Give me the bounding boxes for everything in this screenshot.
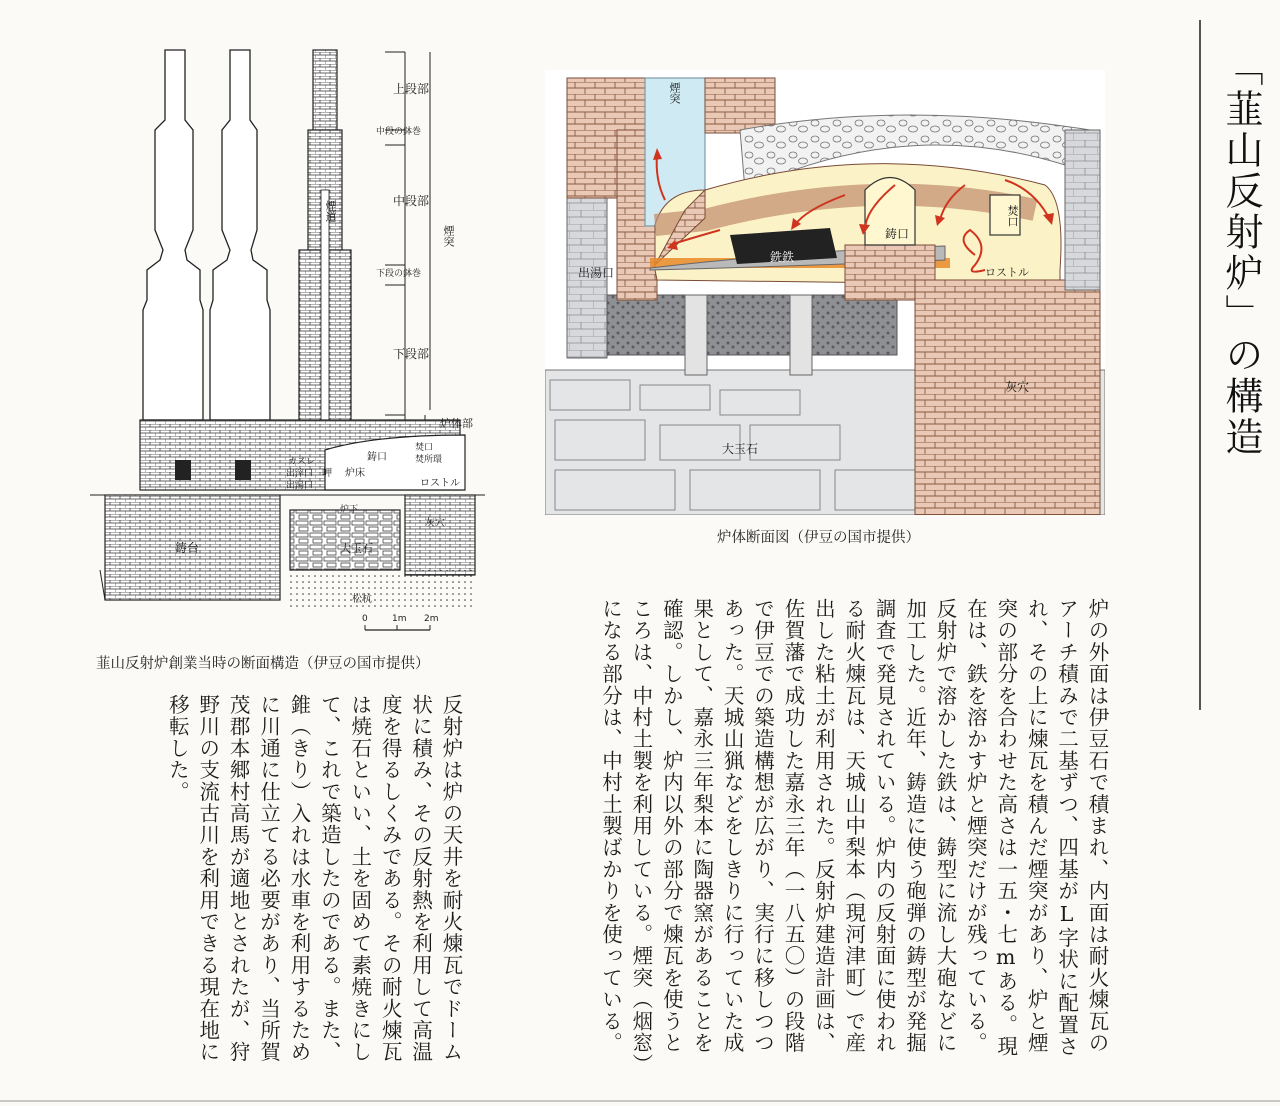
- right-label-ash-pit: 灰穴: [1005, 380, 1030, 394]
- title-divider: [1199, 20, 1201, 710]
- label-underfloor: 炉下: [340, 505, 359, 515]
- label-cast-port: 鋳口: [367, 452, 387, 463]
- right-label-cast-port: 鋳口: [885, 227, 910, 241]
- left-figure-caption: 韮山反射炉創業当時の断面構造（伊豆の国市提供）: [96, 656, 430, 672]
- scale-1m: 1m: [392, 614, 407, 624]
- label-upper: 上段部: [393, 82, 430, 96]
- right-label-rostle: ロストル: [985, 266, 1029, 279]
- label-cape: 岬: [322, 468, 332, 479]
- label-fire-port: 焚口: [415, 443, 434, 453]
- label-outlet: 出湯口: [286, 481, 314, 491]
- right-label-boulder: 大玉石: [722, 442, 759, 456]
- label-body: 炉体部: [440, 417, 473, 430]
- body-text-upper: 炉の外面は伊豆石で積まれ、内面は耐火煉瓦のアーチ積みで二基ずつ、四基がL字状に配置され、その上に煉瓦を積んだ煙突があり、炉と煙突の部分を合わせた高さは一五・七mある。現在は、鉄を溶かす炉と煙突だけが残っている。反射炉で溶かした鉄は、鋳型に流し大砲などに加工した。近年、鋳造に使う砲弾の鋳型が発掘調査で発見されている。炉内の反射面に使われる耐火煉瓦は、天城山中梨本（現河津町）で産出した粘土が利用された。反射炉建造計画は、佐賀藩で成功した嘉永三年（一八五〇）の段階で伊豆での築造構想が広がり、実行に移しつつあった。天城山猟などをしきりに行っていた成果として、嘉永三年梨本に陶器窯があることを確認。しかし、炉内以外の部分で煉瓦を使うところは、中村土製を利用している。煙突（烟窓）になる部分は、中村土製ばかりを使っている。: [598, 598, 1109, 1066]
- label-fire-ring: 焚所環: [415, 455, 443, 465]
- scale-2m: 2m: [424, 614, 439, 624]
- label-chimney: 煙突: [442, 225, 455, 247]
- right-label-fire-port: 焚口: [1006, 205, 1019, 227]
- label-rostle: ロストル: [420, 478, 460, 489]
- label-lower: 下段部: [393, 347, 430, 361]
- right-label-outlet: 出湯口: [578, 266, 615, 280]
- page-title: 「韮山反射炉」の構造: [1219, 48, 1263, 458]
- label-bed: 炉床: [345, 468, 365, 479]
- body-text-lower: 反射炉は炉の天井を耐火煉瓦でドーム状に積み、その反射熱を利用して高温度を得るしくみである。その耐火煉瓦は焼石といい、土を固めて素焼きにして、これで築造したのである。また、錐（きり）入れは水車を利用するために川通に仕立てる必要があり、当所賀茂郡本郷村高馬が適地とされたが、狩野川の支流古川を利用できる現在地に移転した。: [165, 694, 463, 1063]
- bottom-rule: [0, 1100, 1280, 1102]
- right-label-chimney: 煙突: [668, 82, 681, 104]
- label-slag: カスレ: [288, 457, 316, 467]
- label-tap-hole: 出滓口: [286, 469, 314, 479]
- label-pine-piles: 松杭: [352, 594, 372, 605]
- right-label-pig-iron: 銑鉄: [770, 250, 795, 264]
- label-middle: 中段部: [393, 194, 430, 208]
- label-upper-bracket: 中段の鉢巻: [376, 127, 422, 137]
- historical-cross-section-figure: [85, 40, 500, 640]
- scale-0: 0: [362, 614, 368, 624]
- label-casting-stage: 鋳台: [175, 541, 200, 555]
- label-ash-pit: 灰穴: [425, 518, 445, 529]
- right-figure-caption: 炉体断面図（伊豆の国市提供）: [717, 530, 920, 546]
- label-lower-bracket: 下段の鉢巻: [376, 269, 422, 279]
- label-flue: 煙道: [324, 200, 337, 222]
- furnace-cross-section-figure: [545, 70, 1105, 515]
- label-boulder: 大玉石: [340, 542, 373, 555]
